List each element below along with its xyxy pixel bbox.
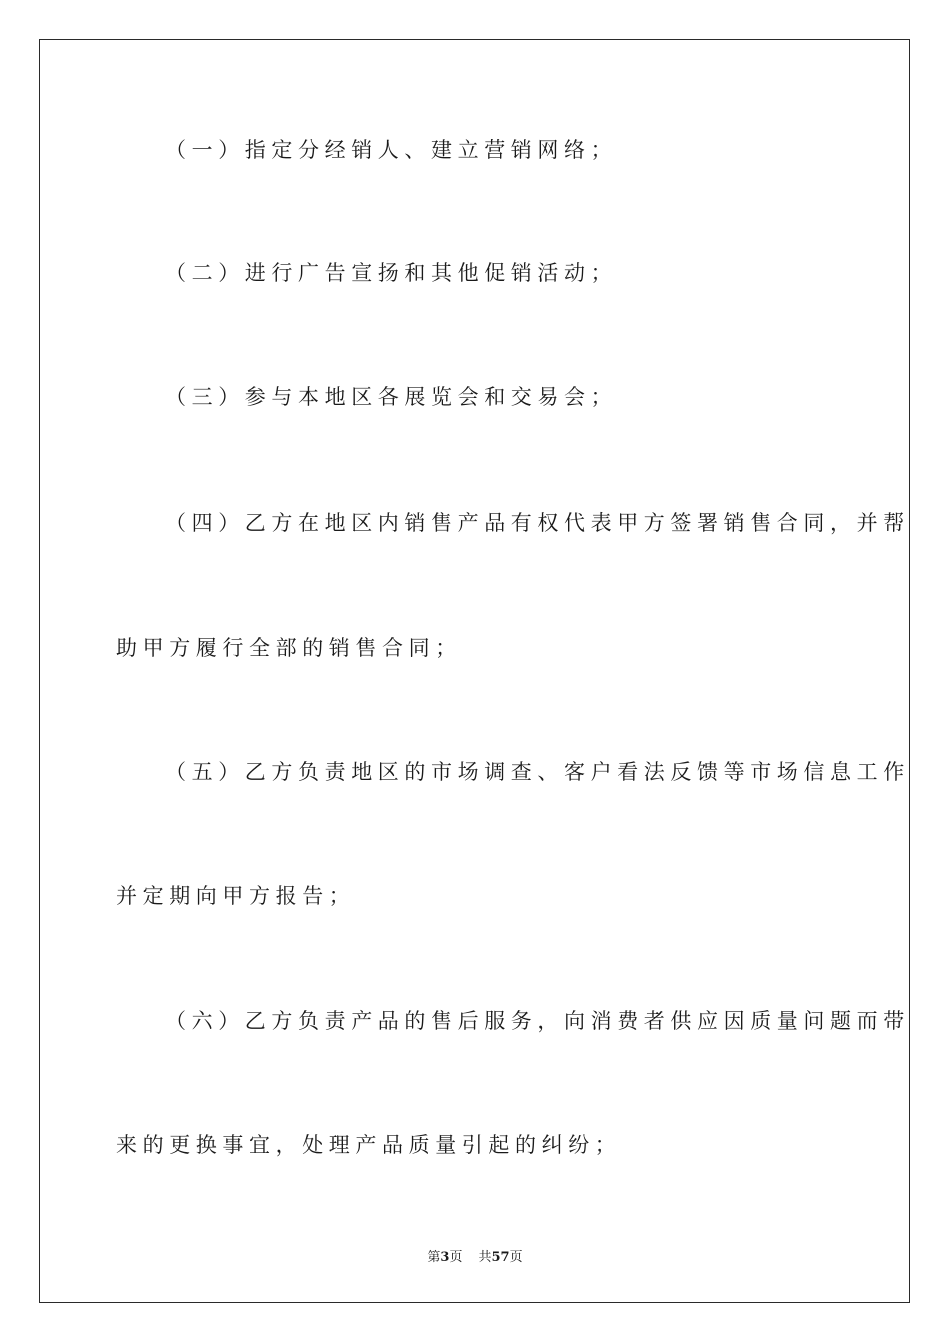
page-label-prefix: 第 <box>427 1250 441 1265</box>
clause-6-line-2: 来的更换事宜，处理产品质量引起的纠纷； <box>116 1133 622 1157</box>
clause-4-line-2: 助甲方履行全部的销售合同； <box>116 636 462 660</box>
clause-3-line: （三）参与本地区各展览会和交易会； <box>165 385 618 409</box>
page-border <box>39 39 910 1303</box>
total-label-prefix: 共 <box>478 1250 492 1265</box>
page-label-suffix: 页 <box>449 1250 463 1265</box>
clause-4-line-1: （四）乙方在地区内销售产品有权代表甲方签署销售合同，并帮 <box>165 511 910 535</box>
clause-2-line: （二）进行广告宣扬和其他促销活动； <box>165 261 618 285</box>
page-footer <box>0 1246 950 1265</box>
total-pages: 57 <box>491 1250 510 1265</box>
clause-5-line-2: 并定期向甲方报告； <box>116 884 356 908</box>
clause-6-line-1: （六）乙方负责产品的售后服务，向消费者供应因质量问题而带 <box>165 1009 910 1033</box>
clause-1-line: （一）指定分经销人、建立营销网络； <box>165 138 618 162</box>
total-label-suffix: 页 <box>509 1250 523 1265</box>
clause-5-line-1: （五）乙方负责地区的市场调查、客户看法反馈等市场信息工作 <box>165 760 910 784</box>
page-number: 3 <box>440 1250 450 1265</box>
